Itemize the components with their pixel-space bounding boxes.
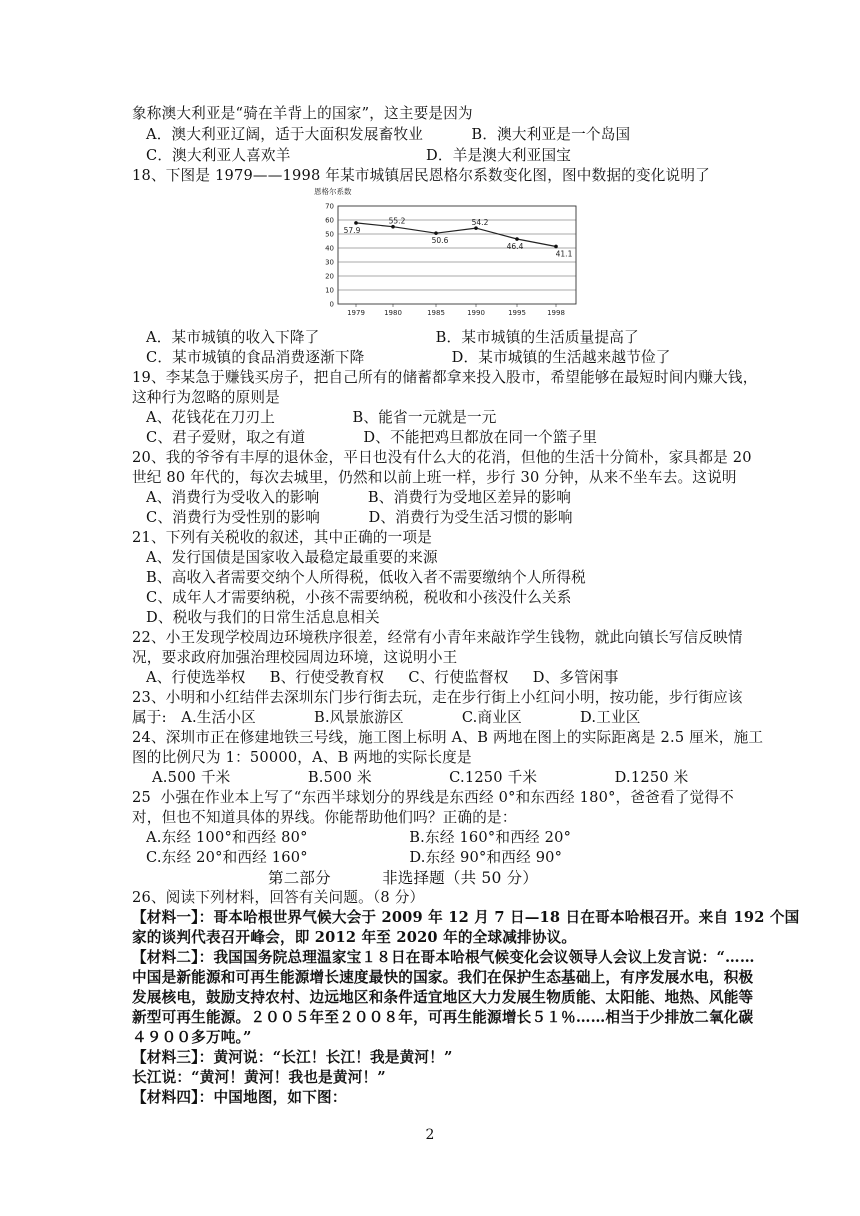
question-24: 24、深圳市正在修建地铁三号线，施工图上标明 A、B 两地在图上的实际距离是 2.5 厘米，施工 [132, 729, 764, 746]
data-label: 50.6 [431, 236, 449, 246]
material-3: 【材料三】：黄河说：“长江！长江！我是黄河！” [132, 1049, 453, 1066]
material-4: 【材料四】：中国地图，如下图： [132, 1089, 347, 1106]
data-point [434, 231, 438, 235]
option-line: A、发行国债是国家收入最稳定最重要的来源 [146, 549, 438, 566]
x-tick-label: 1990 [467, 309, 485, 317]
option-line: C、君子爱财，取之有道 D、不能把鸡旦都放在同一个篮子里 [146, 429, 598, 446]
text-line: 对，但也不知道具体的界线。你能帮助他们吗？正确的是： [132, 809, 517, 826]
y-tick-label: 20 [325, 272, 334, 281]
engel-coefficient-chart [310, 185, 580, 325]
option-line: B、高收入者需要交纳个人所得税，低收入者不需要缴纳个人所得税 [146, 569, 586, 586]
section-heading: 第二部分 非选择题（共 50 分） [268, 869, 539, 887]
data-label: 54.2 [471, 218, 489, 228]
question-23: 23、小明和小红结伴去深圳东门步行街去玩，走在步行街上小红问小明，按功能，步行街应该 [132, 689, 743, 706]
series-line [356, 223, 556, 247]
material-2: 【材料二】：我国国务院总理温家宝１８日在哥本哈根气候变化会议领导人会议上发言说：“…… [132, 949, 755, 966]
text-line: 象称澳大利亚是“骑在羊背上的国家”，这主要是因为 [132, 105, 473, 122]
text-line: 中国是新能源和可再生能源增长速度最快的国家。我们在保护生态基础上，有序发展水电，积极 [132, 969, 754, 986]
option-line: A．某市城镇的收入下降了 B．某市城镇的生活质量提高了 [146, 329, 639, 346]
option-line: A．澳大利亚辽阔，适于大面积发展畜牧业 B．澳大利亚是一个岛国 [146, 126, 631, 143]
data-point [554, 245, 558, 249]
x-tick-label: 1998 [547, 309, 565, 317]
option-line: C．澳大利亚人喜欢羊 D．羊是澳大利亚国宝 [146, 147, 572, 164]
data-label: 46.4 [506, 242, 524, 252]
question-18: 18、下图是 1979——1998 年某市城镇居民恩格尔系数变化图，图中数据的变化说明了 [132, 167, 710, 184]
y-axis-label: 恩格尔系数 [314, 187, 352, 196]
option-line: C.东经 20°和西经 160° D.东经 90°和西经 90° [146, 849, 563, 866]
y-tick-label: 60 [325, 216, 334, 225]
x-tick-label: 1995 [508, 309, 526, 317]
data-label: 41.1 [555, 249, 573, 259]
data-label: 57.9 [343, 225, 361, 235]
y-tick-label: 50 [325, 230, 334, 239]
text-line: 新型可再生能源。２００５年至２００８年，可再生能源增长５１％……相当于少排放二氧化碳 [132, 1009, 754, 1026]
text-line: 图的比例尺为 1：50000，A、B 两地的实际长度是 [132, 749, 472, 766]
y-tick-label: 0 [329, 300, 334, 309]
text-line: 发展核电，鼓励支持农村、边远地区和条件适宜地区大力发展生物质能、太阳能、地热、风能等 [132, 989, 754, 1006]
question-25: 25 小强在作业本上写了“东西半球划分的界线是东西经 0°和东西经 180°，爸爸看了觉得不 [132, 789, 734, 806]
option-line: A、行使选举权 B、行使受教育权 C、行使监督权 D、多管闲事 [146, 669, 619, 686]
option-line: A、花钱花在刀刃上 B、能省一元就是一元 [146, 409, 497, 426]
text-line: 长江说：“黄河！黄河！我也是黄河！” [132, 1069, 386, 1086]
option-line: C．某市城镇的食品消费逐渐下降 D．某市城镇的生活越来越节俭了 [146, 349, 671, 366]
text-line: 属于: A.生活小区 B.风景旅游区 C.商业区 D.工业区 [132, 709, 641, 726]
data-point [354, 221, 358, 225]
option-line: A、消费行为受收入的影响 B、消费行为受地区差异的影响 [146, 489, 572, 506]
text-line: ４９００多万吨。” [132, 1029, 252, 1046]
text-line: 世纪 80 年代的，每次去城里，仍然和以前上班一样，步行 30 分钟，从来不坐车去。这说明 [132, 469, 737, 486]
y-tick-label: 10 [325, 286, 334, 295]
option-line: C、成年人才需要纳税，小孩不需要纳税，税收和小孩没什么关系 [146, 589, 572, 606]
text-line: 况，要求政府加强治理校园周边环境，这说明小王 [132, 649, 458, 666]
text-line: 这种行为忽略的原则是 [132, 389, 280, 406]
data-label: 55.2 [388, 216, 406, 226]
question-21: 21、下列有关税收的叙述，其中正确的一项是 [132, 529, 433, 546]
x-tick-label: 1980 [384, 309, 402, 317]
y-tick-label: 40 [325, 244, 334, 253]
option-line: D、税收与我们的日常生活息息相关 [146, 609, 380, 626]
option-line: A.500 千米 B.500 米 C.1250 千米 D.1250 米 [152, 769, 689, 786]
data-point [515, 237, 519, 241]
text-line: 家的谈判代表召开峰会，即 2012 年至 2020 年的全球减排协议。 [132, 929, 577, 946]
question-26: 26、阅读下列材料，回答有关问题。（8 分） [132, 889, 425, 906]
x-tick-label: 1979 [347, 309, 365, 317]
y-tick-label: 30 [325, 258, 334, 267]
question-22: 22、小王发现学校周边环境秩序很差，经常有小青年来敲诈学生钱物，就此向镇长写信反映情 [132, 629, 743, 646]
option-line: A.东经 100°和西经 80° B.东经 160°和西经 20° [146, 829, 572, 846]
plot-frame [338, 206, 576, 304]
page-number: 2 [425, 1127, 435, 1143]
material-1: 【材料一】：哥本哈根世界气候大会于 2009 年 12 月 7 日—18 日在哥本哈根召开。来自 192 个国 [132, 909, 800, 926]
y-tick-label: 70 [325, 202, 334, 211]
question-20: 20、我的爷爷有丰厚的退休金，平日也没有什么大的花消，但他的生活十分简朴，家具都是 20 [132, 449, 752, 466]
question-19: 19、李某急于赚钱买房子，把自己所有的储蓄都拿来投入股市，希望能够在最短时间内赚大钱， [132, 369, 758, 386]
option-line: C、消费行为受性别的影响 D、消费行为受生活习惯的影响 [146, 509, 573, 526]
x-tick-label: 1985 [427, 309, 445, 317]
